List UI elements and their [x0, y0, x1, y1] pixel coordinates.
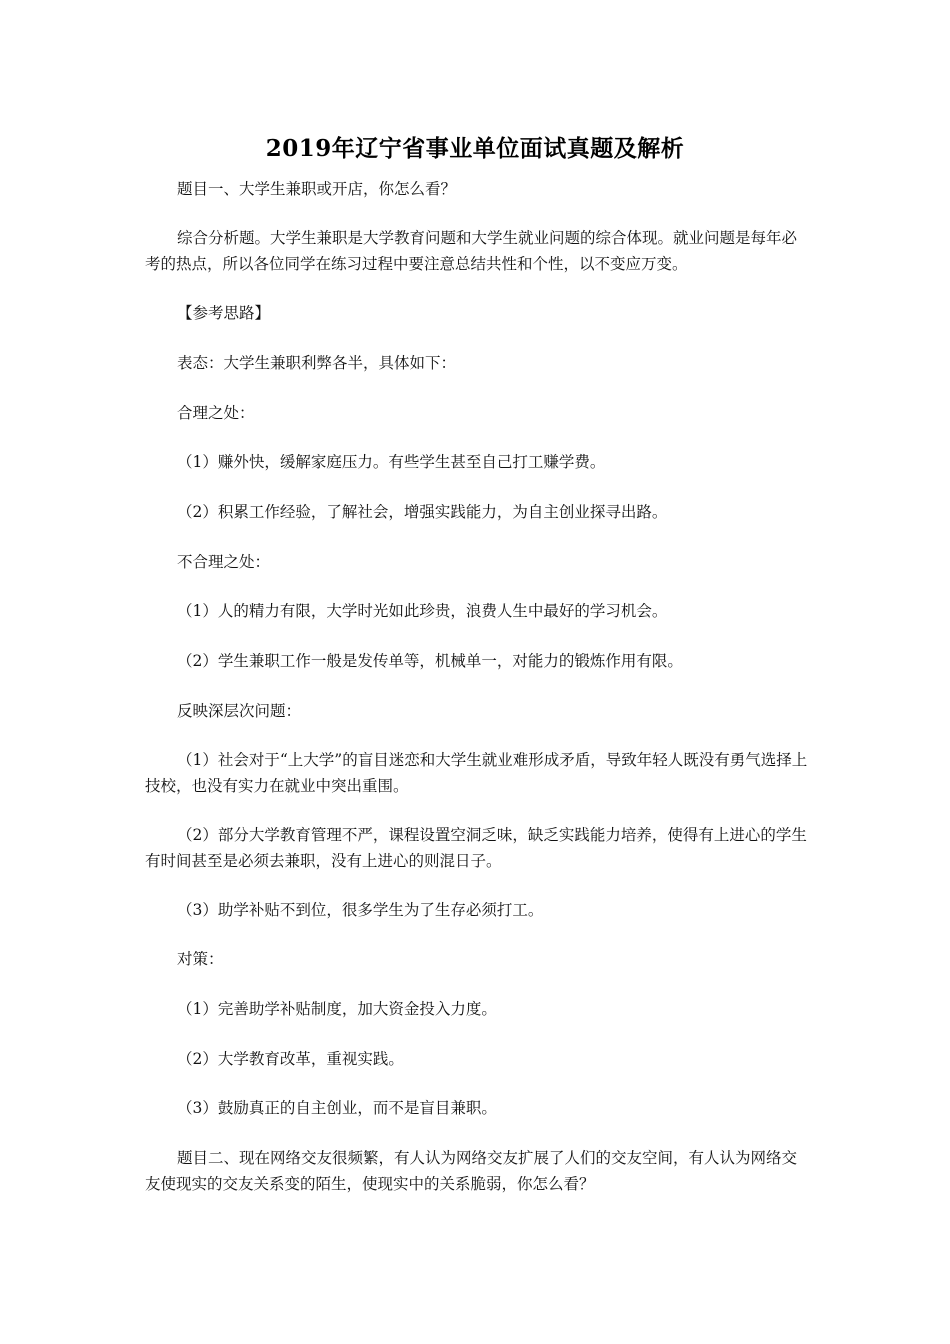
unreasonable-item-1: （1）人的精力有限，大学时光如此珍贵，浪费人生中最好的学习机会。: [177, 602, 668, 620]
deep-issue-item-1: （1）社会对于“上大学”的盲目迷恋和大学生就业难形成矛盾，导致年轻人既没有勇气选择上技校，也没有实力在就业中突出重围。: [145, 751, 808, 795]
question-1: 题目一、大学生兼职或开店，你怎么看？: [177, 180, 457, 198]
reference-heading: 【参考思路】: [177, 304, 271, 322]
deep-issue-item-3: （3）助学补贴不到位，很多学生为了生存必须打工。: [177, 901, 544, 919]
measure-item-1: （1）完善助学补贴制度，加大资金投入力度。: [177, 1000, 497, 1018]
document-title: 2019年辽宁省事业单位面试真题及解析: [265, 135, 685, 162]
reasonable-item-2: （2）积累工作经验，了解社会，增强实践能力，为自主创业探寻出路。: [177, 503, 668, 521]
analysis-paragraph: 综合分析题。大学生兼职是大学教育问题和大学生就业问题的综合体现。就业问题是每年必考的热点，所以各位同学在练习过程中要注意总结共性和个性，以不变应万变。: [145, 229, 798, 273]
deep-issue-item-2: （2）部分大学教育管理不严，课程设置空洞乏味，缺乏实践能力培养，使得有上进心的学生有时间甚至是必须去兼职，没有上进心的则混日子。: [145, 826, 807, 870]
question-2: 题目二、现在网络交友很频繁，有人认为网络交友扩展了人们的交友空间，有人认为网络交友使现实的交友关系变的陌生，使现实中的关系脆弱，你怎么看？: [145, 1149, 798, 1193]
measure-item-3: （3）鼓励真正的自主创业，而不是盲目兼职。: [177, 1099, 497, 1117]
section-unreasonable: 不合理之处：: [177, 553, 271, 571]
stance-paragraph: 表态：大学生兼职利弊各半，具体如下：: [177, 354, 457, 372]
section-deep-issues: 反映深层次问题：: [177, 702, 302, 720]
section-measures: 对策：: [177, 950, 224, 968]
reasonable-item-1: （1）赚外快，缓解家庭压力。有些学生甚至自己打工赚学费。: [177, 453, 606, 471]
section-reasonable: 合理之处：: [177, 404, 255, 422]
measure-item-2: （2）大学教育改革，重视实践。: [177, 1050, 404, 1068]
unreasonable-item-2: （2）学生兼职工作一般是发传单等，机械单一，对能力的锻炼作用有限。: [177, 652, 683, 670]
